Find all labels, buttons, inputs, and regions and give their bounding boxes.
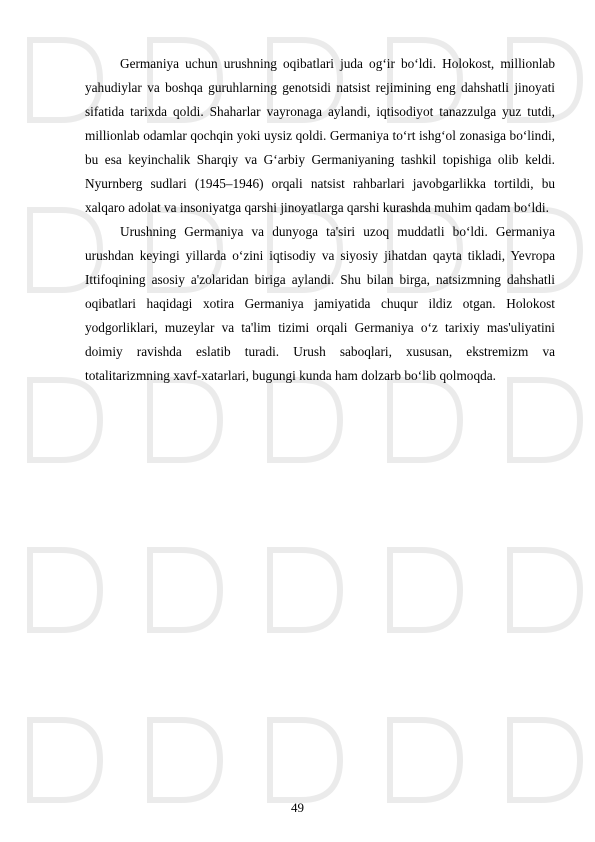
watermark-mark: [270, 380, 340, 460]
paragraph-1: Germaniya uchun urushning oqibatlari juda ogʻir boʻldi. Holokost, millionlab yahudiylar va boshqa guruhlarning genotsidi natsist rejimining eng dahshatli jinoyati sifatida tarixda qoldi. Shaharlar vayronaga aylandi, iqtisodiyot tanazzulga yuz tutdi, millionlab odamlar qochqin yoki uysiz qoldi. Germaniya toʻrt ishgʻol zonasiga boʻlindi, bu esa keyinchalik Sharqiy va Gʻarbiy Germaniyaning tashkil topishiga olib keldi. Nyurnberg sudlari (1945–1946) orqali natsist rahbarlari javobgarlikka tortildi, bu xalqaro adolat va insoniyatga qarshi jinoyatlarga qarshi kurashda muhim qadam boʻldi.: [85, 56, 555, 215]
watermark-mark: [30, 550, 100, 630]
page-number: 49: [291, 800, 304, 815]
watermark-mark: [30, 720, 100, 800]
watermark-mark: [150, 550, 220, 630]
watermark-mark: [390, 720, 460, 800]
watermark-mark: [30, 380, 100, 460]
watermark-mark: [150, 380, 220, 460]
watermark-mark: [390, 550, 460, 630]
watermark-mark: [510, 380, 580, 460]
watermark-mark: [270, 720, 340, 800]
watermark-mark: [270, 550, 340, 630]
watermark-mark: [150, 720, 220, 800]
watermark-mark: [390, 380, 460, 460]
watermark-mark: [510, 550, 580, 630]
document-body: [85, 52, 555, 388]
watermark-mark: [510, 720, 580, 800]
paragraph-2: Urushning Germaniya va dunyoga ta'siri uzoq muddatli boʻldi. Germaniya urushdan keyingi yillarda oʻzini iqtisodiy va siyosiy jihatdan qayta tikladi, Yevropa Ittifoqining asosiy a'zolaridan biriga aylandi. Shu bilan birga, natsizmning dahshatli oqibatlari haqidagi xotira Germaniya jamiyatida chuqur ildiz otgan. Holokost yodgorliklari, muzeylar va ta'lim tizimi orqali Germaniya oʻz tarixiy mas'uliyatini doimiy ravishda eslatib turadi. Urush saboqlari, xususan, ekstremizm va totalitarizmning xavf-xatarlari, bugungi kunda ham dolzarb boʻlib qolmoqda.: [85, 224, 555, 383]
